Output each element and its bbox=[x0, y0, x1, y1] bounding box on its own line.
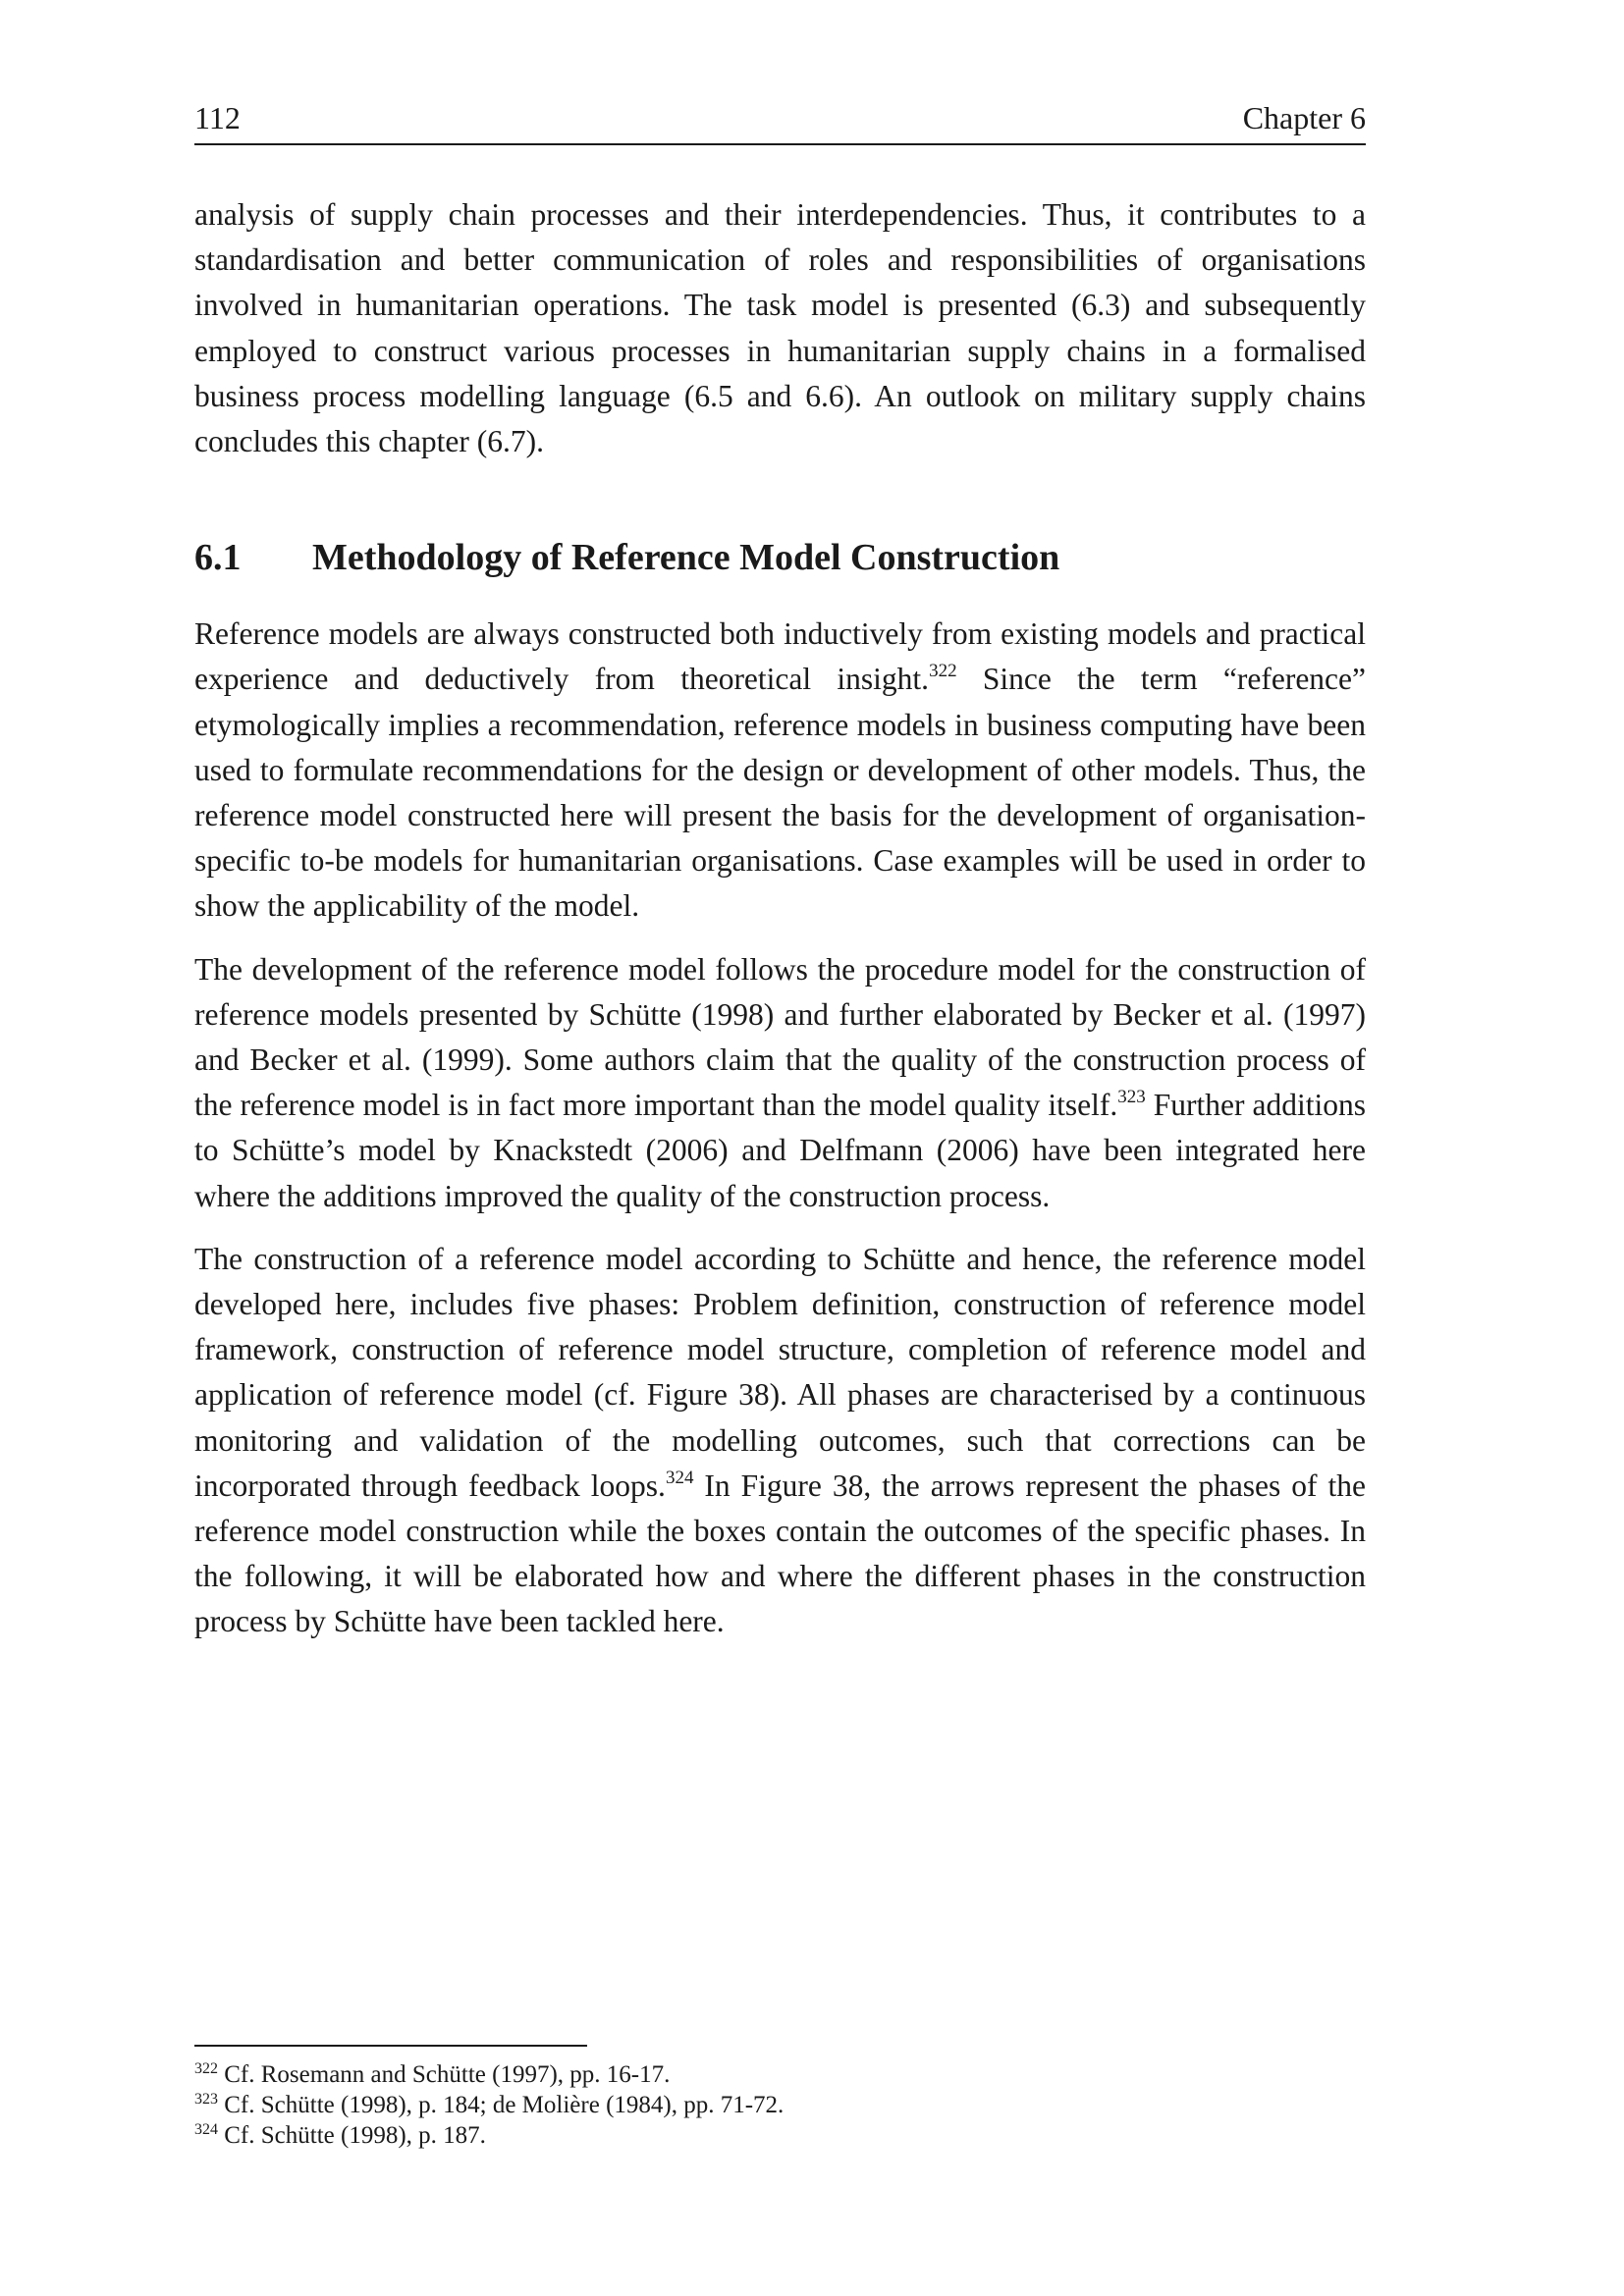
footnote-number: 323 bbox=[194, 2091, 218, 2108]
section-heading bbox=[194, 533, 1366, 582]
section-title: Methodology of Reference Model Construction bbox=[312, 537, 1060, 579]
footnote-number: 324 bbox=[194, 2121, 218, 2138]
footnote bbox=[194, 2059, 1366, 2090]
paragraph-1-text-b: Since the term “reference” etymologically implies a recommendation, reference models in business computing have been used to formulate recommendations for the design or development of other models. Thus, the reference model constructed here will present the basis for the development of organisation-specific to-be models for humanitarian organisations. Case examples will be used in order to show the applicability of the model. bbox=[194, 662, 1366, 924]
footnotes bbox=[194, 2059, 1366, 2151]
footnote-ref-324[interactable]: 324 bbox=[665, 1467, 694, 1488]
footnote-divider bbox=[194, 2045, 587, 2047]
paragraph-3-text-b: In Figure 38, the arrows represent the phases of the reference model construction while the boxes contain the outcomes of the specific phases. In the following, it will be elaborated how and where the different phases in the construction process by Schütte have been tackled here. bbox=[194, 1468, 1366, 1639]
page-number: 112 bbox=[194, 100, 241, 135]
paragraph-1 bbox=[194, 612, 1366, 929]
footnote-ref-323[interactable]: 323 bbox=[1117, 1087, 1146, 1108]
chapter-label: Chapter 6 bbox=[1242, 100, 1366, 135]
paragraph-3 bbox=[194, 1237, 1366, 1645]
footnote-number: 322 bbox=[194, 2060, 218, 2077]
footnote bbox=[194, 2120, 1366, 2151]
footnote-text: Cf. Schütte (1998), p. 184; de Molière (1984), pp. 71-72. bbox=[218, 2092, 785, 2118]
footnote-text: Cf. Rosemann and Schütte (1997), pp. 16-17. bbox=[218, 2061, 671, 2088]
intro-paragraph: analysis of supply chain processes and their interdependencies. Thus, it contributes to a standardisation and better communication of roles and responsibilities of organisations involved in humanitarian operations. The task model is presented (6.3) and subsequently employed to construct various processes in humanitarian supply chains in a formalised business process modelling language (6.5 and 6.6). An outlook on military supply chains concludes this chapter (6.7). bbox=[194, 197, 1366, 459]
footnote-ref-322[interactable]: 322 bbox=[929, 661, 957, 682]
paragraph-3-text-a: The construction of a reference model according to Schütte and hence, the reference model developed here, includes five phases: Problem definition, construction of reference model framework, construction of reference model structure, completion of reference model and application of reference model (cf. Figure 38). All phases are characterised by a continuous monitoring and validation of the modelling outcomes, such that corrections can be incorporated through feedback loops. bbox=[194, 1241, 1366, 1503]
section-number: 6.1 bbox=[194, 537, 242, 579]
paragraph-2 bbox=[194, 947, 1366, 1219]
body-text bbox=[194, 192, 1366, 1663]
page-header bbox=[194, 94, 1366, 145]
footnote bbox=[194, 2090, 1366, 2120]
paragraph-1-text-a: Reference models are always constructed both inductively from existing models and practical experience and deductively from theoretical insight. bbox=[194, 616, 1366, 697]
paragraph-2-text-a: The development of the reference model follows the procedure model for the construction of reference models presented by Schütte (1998) and further elaborated by Becker et al. (1997) and Becker et al. (1999). Some authors claim that the quality of the construction process of the reference model is in fact more important than the model quality itself. bbox=[194, 951, 1366, 1123]
paragraph-2-text-b: Further additions to Schütte’s model by Knackstedt (2006) and Delfmann (2006) have been integrated here where the additions improved the quality of the construction process. bbox=[194, 1088, 1366, 1213]
footnote-text: Cf. Schütte (1998), p. 187. bbox=[218, 2122, 486, 2149]
